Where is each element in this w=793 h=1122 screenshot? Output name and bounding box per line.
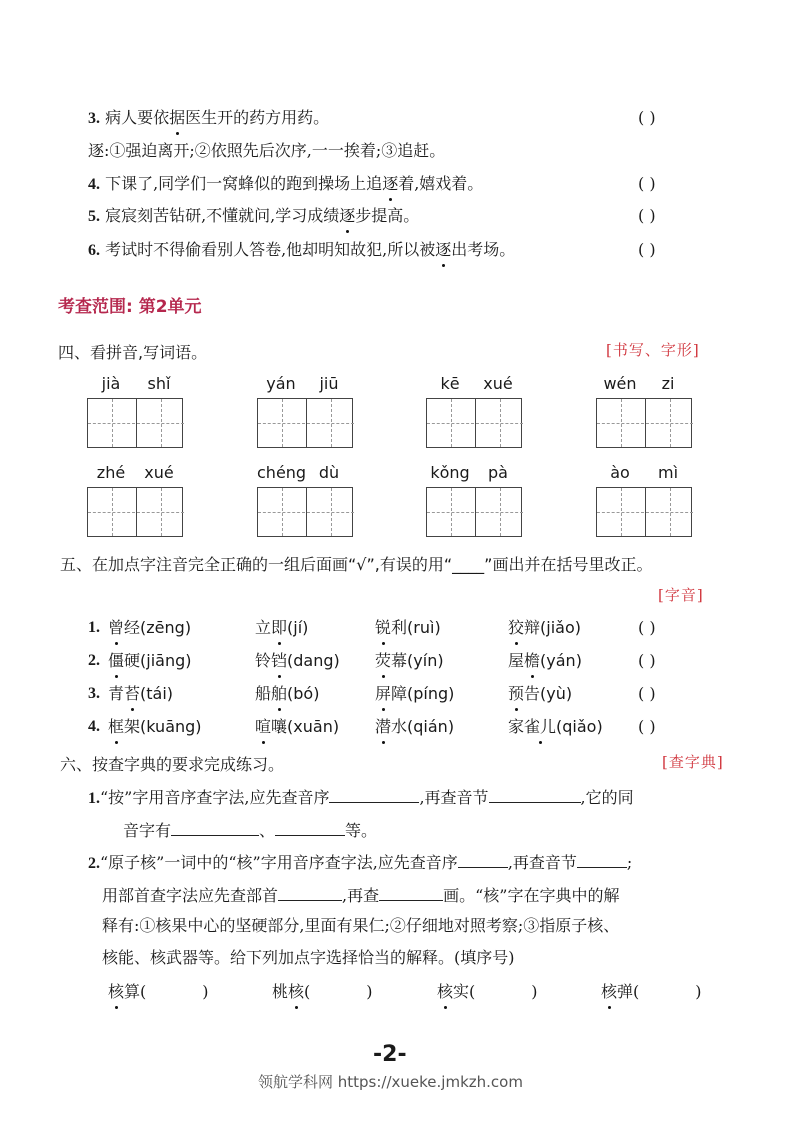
dotted-char: 舶 [271,684,288,703]
dotted-char: 屏 [375,684,392,703]
char: 幕 [391,651,408,670]
writing-box[interactable] [257,487,353,537]
answer-paren-close: ) [366,982,373,1001]
blank-input[interactable] [171,819,259,836]
q6-2-line3: 释有:①核果中心的坚硬部分,里面有果仁;②仔细地对照考察;③指原子核、 [102,916,620,935]
writing-box[interactable] [426,487,522,537]
pinyin-label: zhé [96,463,126,482]
guide-line [88,512,135,513]
page-number: -2- [373,1042,407,1067]
char: 嚷 [271,717,288,736]
writing-box[interactable] [257,398,353,448]
pinyin-label: xué [144,463,174,482]
answer-paren-5[interactable]: ( ) [638,206,656,225]
guide-line [307,512,354,513]
word-with-pinyin [255,717,339,737]
pinyin-label: mì [657,463,679,482]
meaning-choice [272,982,373,1002]
pinyin-label: pà [488,463,508,482]
definition-zhu: 逐:①强迫离开;②依照先后次序,一一挨着;③追赶。 [88,141,446,160]
guide-line [597,423,644,424]
pinyin-label: jià [101,374,121,393]
blank-input[interactable] [577,851,627,868]
writing-box[interactable] [596,487,692,537]
char: 障 [391,684,408,703]
dotted-char: 核 [108,982,125,1001]
pinyin-label: xué [483,374,513,393]
answer-paren-open[interactable]: ( [469,982,476,1001]
blank-input[interactable] [379,884,443,901]
answer-paren-close: ) [695,982,702,1001]
pinyin-label: ào [610,463,630,482]
word-with-pinyin [508,717,603,737]
char: 利 [391,618,408,637]
pinyin-annotation: (ruì) [407,618,441,637]
pinyin-annotation: (yín) [407,651,444,670]
writing-box[interactable] [426,398,522,448]
dotted-char: 檐 [524,651,541,670]
pinyin-annotation: (píng) [407,684,455,703]
dotted-char: 苔 [124,684,141,703]
tianzige-cell[interactable] [306,399,354,447]
pinyin-annotation: (yán) [540,651,582,670]
char: 屋 [508,651,525,670]
pinyin-label: shǐ [147,374,171,393]
dotted-char: 僵 [108,651,125,670]
blank-input[interactable] [489,786,581,803]
char: 家 [508,717,525,736]
word-with-pinyin [108,618,191,638]
meaning-choice [601,982,702,1002]
q6-2-line2: 用部首查字法应先查部首 ,再查 画。“核”字在字典中的解 [102,886,620,905]
answer-paren-close: ) [202,982,209,1001]
blank-input[interactable] [458,851,508,868]
char: 铃 [255,651,272,670]
pinyin-label: dù [318,463,340,482]
dotted-char: 喧 [255,717,272,736]
pinyin-label: zi [661,374,675,393]
char: 告 [524,684,541,703]
guide-line [476,512,523,513]
writing-box[interactable] [87,398,183,448]
dotted-char: 即 [271,618,288,637]
blank-input[interactable] [278,884,342,901]
guide-line [258,512,305,513]
writing-box[interactable] [596,398,692,448]
word-with-pinyin [508,684,572,704]
answer-paren-open[interactable]: ( [140,982,147,1001]
pinyin-annotation: (dang) [287,651,340,670]
tianzige-cell[interactable] [645,488,693,536]
section5-title: 五、在加点字注音完全正确的一组后面画“√”,有误的用“____”画出并在括号里改正。 [60,555,653,574]
pinyin-annotation: (yù) [540,684,573,703]
blank-input[interactable] [275,819,345,836]
answer-paren-close: ) [531,982,538,1001]
question-6: 6. 考试时不得偷看别人答卷,他却明知故犯,所以被逐出考场。 [88,240,516,259]
word-with-pinyin [255,684,319,704]
pinyin-annotation: (zēng) [140,618,192,637]
row-number: 2. [88,652,100,669]
meaning-choice [108,982,209,1002]
char: 算 [124,982,141,1001]
pinyin-label: yán [266,374,296,393]
char: 经 [124,618,141,637]
tianzige-cell[interactable] [136,488,184,536]
char: 船 [255,684,272,703]
word-with-pinyin [508,618,581,638]
dotted-char: 核 [437,982,454,1001]
guide-line [476,423,523,424]
answer-paren-6[interactable]: ( ) [638,240,656,259]
char: 立 [255,618,272,637]
section6-tag: [查字典] [662,753,724,771]
source-watermark: 领航学科网 https://xueke.jmkzh.com [258,1073,523,1091]
dotted-char: 逐 [339,206,356,225]
word-with-pinyin [108,684,173,704]
blank-input[interactable] [329,786,419,803]
q6-1-line1: 1.“按”字用音序查字法,应先查音序 ,再查音节 ,它的同 [88,788,634,807]
dotted-char: 框 [108,717,125,736]
tianzige-cell[interactable] [645,399,693,447]
tianzige-cell[interactable] [427,488,474,536]
q6-2-line4: 核能、核武器等。给下列加点字选择恰当的解释。(填序号) [102,948,515,967]
answer-paren-4[interactable]: ( ) [638,174,656,193]
row-number: 4. [88,718,100,735]
word-with-pinyin [108,717,202,737]
dotted-char: 核 [288,982,305,1001]
scope-title: 考查范围: 第2单元 [58,297,202,317]
guide-line [646,512,693,513]
word-with-pinyin [375,651,444,671]
guide-line [307,423,354,424]
word-with-pinyin [375,618,441,638]
char: 架 [124,717,141,736]
dotted-char: 潜 [375,717,392,736]
char: 硬 [124,651,141,670]
tianzige-cell[interactable] [427,399,474,447]
question-5: 5. 宸宸刻苦钻研,不懂就问,学习成绩逐步提高。 [88,206,420,225]
tianzige-cell[interactable] [597,488,644,536]
guide-line [88,423,135,424]
pinyin-label: jiū [319,374,339,393]
guide-line [427,423,474,424]
pinyin-label: wén [603,374,637,393]
answer-paren[interactable]: ( ) [638,618,656,637]
dotted-char: 锐 [375,618,392,637]
tianzige-cell[interactable] [136,399,184,447]
section4-title: 四、看拼音,写词语。 [58,343,208,362]
answer-paren-3[interactable]: ( ) [638,108,656,127]
char: 青 [108,684,125,703]
pinyin-annotation: (jí) [287,618,309,637]
dotted-char: 据 [169,108,186,127]
dotted-char: 狡 [508,618,525,637]
dotted-char: 铛 [271,651,288,670]
word-with-pinyin [508,651,582,671]
pinyin-annotation: (jiǎo) [540,618,581,637]
answer-paren-open[interactable]: ( [304,982,311,1001]
dotted-char: 荧 [375,651,392,670]
row-number: 1. [88,619,100,636]
tianzige-cell[interactable] [258,399,305,447]
word-with-pinyin [108,651,192,671]
answer-paren[interactable]: ( ) [638,684,656,703]
answer-paren[interactable]: ( ) [638,651,656,670]
section6-title: 六、按查字典的要求完成练习。 [60,755,285,774]
question-4: 4. 下课了,同学们一窝蜂似的跑到操场上追逐着,嬉戏着。 [88,174,484,193]
tianzige-cell[interactable] [88,399,135,447]
pinyin-label: kǒng [430,463,470,482]
dotted-char: 预 [508,684,525,703]
q6-1-line2: 音字有 、 等。 [123,821,378,840]
pinyin-annotation: (tái) [140,684,174,703]
guide-line [137,423,184,424]
pinyin-annotation: (kuāng) [140,717,202,736]
pinyin-label: chéng [257,463,307,482]
char: 辩 [524,618,541,637]
pinyin-annotation: (jiāng) [140,651,192,670]
tianzige-cell[interactable] [597,399,644,447]
guide-line [137,512,184,513]
answer-paren[interactable]: ( ) [638,717,656,736]
writing-box[interactable] [87,487,183,537]
dotted-char: 核 [601,982,618,1001]
pinyin-annotation: (qiǎo) [556,717,603,736]
pinyin-label: kē [440,374,460,393]
q6-2-line1: 2.“原子核”一词中的“核”字用音序查字法,应先查音序 ,再查音节 ; [88,853,633,872]
guide-line [427,512,474,513]
tianzige-cell[interactable] [88,488,135,536]
guide-line [646,423,693,424]
tianzige-cell[interactable] [258,488,305,536]
answer-paren-open[interactable]: ( [633,982,640,1001]
pinyin-annotation: (xuān) [287,717,340,736]
pinyin-annotation: (bó) [287,684,320,703]
char: 水 [391,717,408,736]
tianzige-cell[interactable] [475,399,523,447]
word-with-pinyin [375,684,454,704]
char: 桃 [272,982,289,1001]
question-3: 3. 病人要依据医生开的药方用药。 [88,108,330,127]
word-with-pinyin [375,717,454,737]
pinyin-annotation: (qián) [407,717,455,736]
word-with-pinyin [255,651,340,671]
row-number: 3. [88,685,100,702]
dotted-char: 雀儿 [524,717,557,736]
tianzige-cell[interactable] [306,488,354,536]
char: 实 [453,982,470,1001]
dotted-char: 逐 [382,174,399,193]
meaning-choice [437,982,538,1002]
section4-tag: [书写、字形] [606,341,700,359]
word-with-pinyin [255,618,308,638]
guide-line [258,423,305,424]
guide-line [597,512,644,513]
dotted-char: 曾 [108,618,125,637]
char: 弹 [617,982,634,1001]
tianzige-cell[interactable] [475,488,523,536]
dotted-char: 逐 [435,240,452,259]
section5-tag: [字音] [658,586,704,604]
